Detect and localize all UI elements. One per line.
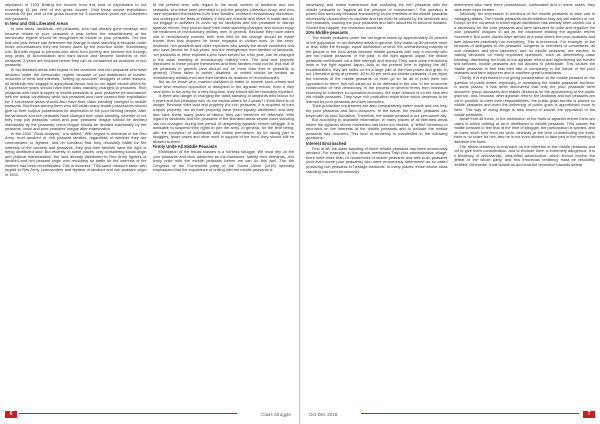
- right-column-1: [306, 3, 448, 408]
- paragraph: necessary, and stated furthermore that confusing the rich peasants with the middle peasants is "against all the principle of communism." The question is posed thus seriously because encroaching on the interests of the middle peasants necessarily causes them to vacillate and can even be utilized by the landlords and rich peasants, causing the poor peasants and farm labourers to become isolated. Should this happen, the revolution would fail.: [306, 3, 448, 30]
- page-number: 6: [5, 411, 17, 418]
- paragraph: In the 1933 "Class Analysis," it is stated: "With regard to elements in the Red Army, front landlord or rich peasant families, regardless of whether they are commanders or fighters, and on condition that they resolutely battle for the interests of the workers and peasants, they and their families have the right of being distributed land. But recently, in some places, only considering social origin and political manifestation, the land already distributed to Red Army fighters of landlord and rich peasant origin who resolutely do battle for the interests of the workers had been reconfiscated. This is incorrect." This same measure taken with regard to Red Army commanders and fighters of landlord and rich peasant origin in 1933.: [5, 130, 147, 177]
- section-heading: In New and Old Liberated Areas: [5, 20, 68, 26]
- right-column-2: [454, 3, 596, 408]
- paragraph: Aside from all these, in the distribution of the fruits of agrarian reform there are cases in which nothing at all is distributed to middle peasants. This causes the middle peasant to feel that at the time of struggle, the participation is wanted, and he loses much time from his work; whereas at the time of distributing the fruits, there is no share for him, and he is not even allowed to take part in the meeting to distribute the fruits.: [453, 116, 595, 144]
- paragraph: Thirdly, it is expressed in not giving consideration to the middle peasant on the question of public duties, especially, in increasing the middle peasants' burdens. In some places, it has been discovered that only the poor peasants' farm labourers' group discusses and makes decisions on the apportioning of the public grain tax, and, because, after agrarian reform, the landlords and rich peasants are not in position to meet their responsibilities, the public grain burden is placed on middle peasants and even the delivering of public grain is apportioned more to them. This way of doing things is also bound to arouse the opposition of the middle peasants.: [453, 75, 595, 117]
- paragraph: In old liberated areas with regard to the landlords and rich peasants who have declined under the democratic regime because of just distribution of burden, reduction of rents and interests, "setting up accounts" struggles or other reasons, all landlords who engage in agricultural labour and do not again exploit others for 5 successive years should have their class standing changed to peasants. Rich peasants who have dropped to middle-peasants or poor peasants (in accordance with the actual conditions) while rich peasants who have ceased their exploitation for 3 successive years should also have their class standing changed to middle peasants. But those among them who still retain many feudal possessions should give up their surplus possessions for distribution to the poor farming people. After the landlords and rich peasants have changed their class standing, whether or not they may join peasants' union and poor peasants' league should be decided individually by the peasants' union league should be decided individually by the peasants' union and poor peasants' league after examination.: [5, 67, 147, 132]
- left-column-1: [5, 3, 147, 408]
- footer-rule: [19, 413, 237, 414]
- paragraph: stipulation in 1933 limiting the income from this kind of exploitation to not exceeding 15 per cent of the gross income. Only those whose exploitation exceeds 25 per cent of the gross income for 3 successive years are considered rich peasants.: [5, 3, 147, 21]
- page-number: 7: [583, 411, 595, 418]
- paragraph: Is there any danger in changing the class standing of landlords who labour for 5 years and rich peasants who do not exploit others for 3 years? I think there is no danger. Because their land and property (for rich peasants, it is required of their surplus property, not all their property) have been equally distributed, and they also have these many years of labour, they can therefore be reformed. With regard to landlords and rich peasants in the liberated areas whose class standing has not changed, during this period of deepening agrarian reform struggle, it is advisable to suspend their rights to join the army. In general, for the time being, with the exception of individuals who obtain permission. As for taking part in struggles, fewer cases and other work in support of the front, they should still be allowed to them.: [152, 93, 294, 144]
- section-heading: Interest Encroached: [306, 140, 347, 146]
- paragraph: Secondly, the expression in elections of the middle peasants to take part in managing affairs. The middle peasants doubt whether they are still wanted or not. Except for the old areas in which equal distribution has already been carried out, it is necessary for the poor peasants and farm labourers to unite and organize the poor peasants' leagues to act as the backbone leading the agrarian reform movement. But some places have arrived at a state where the poor peasants and farm labourers practically run everything. This is erroneous. For example, in the elections of delegates to the peasants' congress or members of committees, all poor peasants and farm labourers, and no middle peasants, are elected. In making decisions on many important questions, such as determining class standing, distributing the fruits of the agrarian reform and apportioning tax burden and services, middle peasants are not allowed to participate. This causes the middle peasants to feel that their fate is completely in the hands of the poor peasants and farm labourers and is manifest great uneasiness.: [453, 11, 595, 76]
- paragraph: The middle peasants under the old regime made up approximately 20 percent of the population. In old liberated areas in general, they made up 50 percent more or less. After the through, equal distribution of land, the overwhelming majority of the people in the rural areas become middle peasants with only a minority who are not middle peasants. In the past, in the fight against Japan, the middle peasants contributed not a little strength and money. They have done meritorious work in the fight against Japan. Also at the present time in fighting the 867 troublemakers, they are relied on for a large part of the man-power and grain. In our Liberation Army at present, 50 to 40 per cent are middle peasants. If we injure the interests of the middle peasants, or even go so far as to push them into opposition to them, this will cause us to be defeated in the war. In the economic construction of new democracy, in the process of several terms from individual economy to collective co-operative economy, the main reliance is on the new and old middle peasants. They have rich production experience which deserves to be learned by poor peasants and farm labourers.: [306, 35, 448, 104]
- paragraph: But as for those who, married via/taken in battle or commit such crimes and those who resorted opposition or disruption in the agrarian reform, even if they have been in the army for a very long time, they should still be resolutely expelled.: [152, 79, 294, 94]
- footer-rule: [361, 413, 579, 414]
- footer-publication: Class Struggle: [261, 412, 291, 417]
- paragraph: The above tendency to encroach on the interests of the middle peasants and not to give them consideration, and to exclude them is extremely dangerous. It is a tendency of anti-Marxist, ultra-leftist adventurism, which should involve the defeat of the whole party, and this erroneous tendency must be resolutely rectified. Otherwise, it will isolate us and lead the revolution towards defeat.: [453, 143, 595, 167]
- left-column-2: [153, 3, 295, 408]
- right-footer: [301, 411, 600, 420]
- left-columns: [5, 3, 294, 408]
- paragraph: At the present time, with regard to the small number of landlords and rich peasants, who have been permitted to join the peoples Liberation Army, and who have separated themselves from their families, received revolutionary education, and undergone the tests of battles: if they are resolute and brave in battle and do not engage in activities to cover up for landlords and rich peasants or disrupt agrarian reform, they should have their class standing changed, and should enjoy the treatment of revolutionary military men in general. Because they have taken part in revolutionary combat, their time limit for the change should be made shorter than that required for those engaged in civilian work. In the army, landlords, rich peasants and other exploiters who satisfy the above conditions and who have served for 3 full years, and the intelligentsia from families of landlords, rich peasants or other exploiters who have served for a full year, can be changed to the class standing of revolutionary military men. The land and property distributed to these people themselves and their families must not be less that of the peasants in general (and should not be more than that of peasants in general). Those fallen in action, disabled, or retired should be treated as revolutionary military men and their families as relatives of revolutionaries.: [152, 3, 294, 80]
- right-page: [301, 0, 600, 424]
- paragraph: Elimination of the feudal classes is a ruthless struggle. We must rely on the poor peasants and farm labourers as the backbone, satisfy their demands, and firmly unite with the middle peasants before we can do this well. The 6th Congress of the Communist party of the Soviet Union (1919) specially emphasized that the importance of uniting with the middle peasants is: [152, 149, 294, 173]
- paragraph: Their production implements are also comparatively better made and can help the poor peasants and farm labourers. In the future, the middle peasants can travel with us onto Socialism. Therefore, the middle peasant is our permanent ally.: [306, 103, 448, 118]
- paragraph: In new areas, landlords, rich peasants, who had already gone bankrupt and become middle or poor peasants a year before the establishment of the democratic regime should be recognized as middle or poor peasants. The fact that one year before can determine the change in class standing is because under those circumstances they are forced down by the extortion under Kuomintang rule. But with regard to persons who climb from poverty and become rich through long years of accumulation and hard labour and become landlords or rich peasants, 3 years are required before they can be considered as landlords or rich peasants.: [5, 25, 147, 68]
- section-heading: Firmly Unite All Middle Peasants: [152, 143, 218, 149]
- paragraph: First of all, the class standing of some middle peasants has been erroneously decided. For example, in the above mentioned Taiyi-chiu administrative village, there were more than 10 households of middle peasants and well-to-do peasants (and even some poor peasants) who were erroneously determined as so called producing rich peasants or heritage landlords. In many places, those whose class standing has been erroneously: [306, 145, 448, 174]
- paragraph: But according to available information, in many places of all liberated areas where the agrarian reform movement has been not modest, a "leftist" tendency to encroach on the interests of the middle peasants and to exclude the middle peasants has occurred. This kind of tendency is manifested in the following questions:: [306, 117, 448, 141]
- footer-date: Oct-Dec 2018: [309, 412, 338, 417]
- right-columns: [306, 3, 595, 408]
- section-heading: 20% Middle peasants: [306, 29, 349, 35]
- left-page: [0, 0, 299, 424]
- paragraph: determined also have there possessions, confiscated and in some cases, they have even been beaten.: [453, 3, 595, 12]
- left-footer: [0, 411, 299, 420]
